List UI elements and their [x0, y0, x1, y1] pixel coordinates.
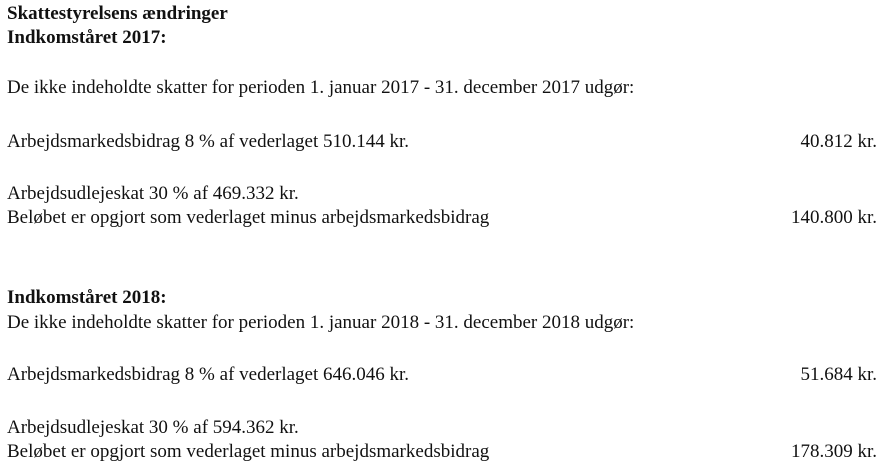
intro-2018: De ikke indeholdte skatter for perioden 1. januar 2018 - 31. december 2018 udgør:: [7, 312, 635, 333]
intro-2017: De ikke indeholdte skatter for perioden 1. januar 2017 - 31. december 2017 udgør:: [7, 77, 635, 98]
aus-line-2017: Arbejdsudlejeskat 30 % af 469.332 kr.: [7, 183, 299, 204]
amb-amount-2017: 40.812 kr.: [800, 131, 877, 152]
amb-line-2018: Arbejdsmarkedsbidrag 8 % af vederlaget 646.046 kr.: [7, 364, 410, 385]
amb-amount-2018: 51.684 kr.: [800, 364, 877, 385]
aus-amount-2018: 178.309 kr.: [790, 441, 877, 462]
section-title-2018: Indkomståret 2018:: [7, 287, 167, 308]
aus-note-2017: Beløbet er opgjort som vederlaget minus arbejdsmarkedsbidrag: [7, 207, 490, 228]
aus-line-2018: Arbejdsudlejeskat 30 % af 594.362 kr.: [7, 417, 299, 438]
section-title-2017: Indkomståret 2017:: [7, 27, 167, 48]
document-heading: Skattestyrelsens ændringer: [7, 3, 228, 24]
amb-line-2017: Arbejdsmarkedsbidrag 8 % af vederlaget 510.144 kr.: [7, 131, 410, 152]
aus-note-2018: Beløbet er opgjort som vederlaget minus arbejdsmarkedsbidrag: [7, 441, 490, 462]
aus-amount-2017: 140.800 kr.: [790, 207, 877, 228]
